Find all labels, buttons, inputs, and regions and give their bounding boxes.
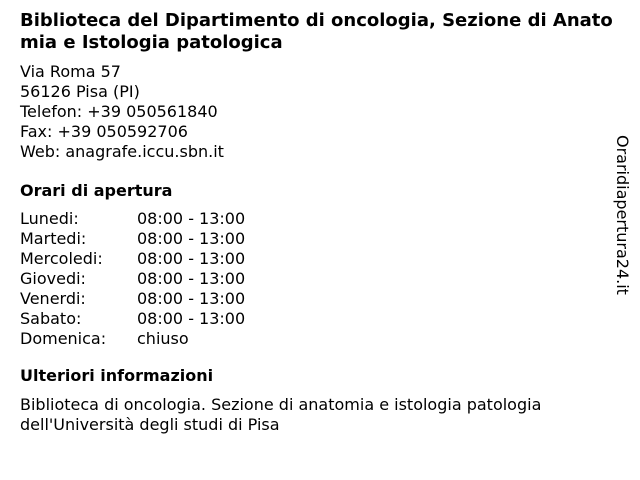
time-value: 08:00 - 13:00 bbox=[137, 209, 246, 228]
hours-row-thursday bbox=[20, 269, 620, 289]
time-value: 08:00 - 13:00 bbox=[137, 289, 246, 308]
address-block bbox=[20, 62, 620, 162]
time-value: 08:00 - 13:00 bbox=[137, 309, 246, 328]
brand-watermark: Oraridiapertura24.it bbox=[613, 135, 632, 295]
page-title: Biblioteca del Dipartimento di oncologia, Sezione di Anatomia e Istologia patologica bbox=[20, 10, 613, 53]
hours-row-tuesday bbox=[20, 229, 620, 249]
day-label: Martedi: bbox=[20, 229, 87, 248]
time-value: 08:00 - 13:00 bbox=[137, 229, 246, 248]
time-value: 08:00 - 13:00 bbox=[137, 249, 246, 268]
street-address: Via Roma 57 bbox=[20, 62, 121, 81]
hours-row-wednesday bbox=[20, 249, 620, 269]
day-label: Sabato: bbox=[20, 309, 82, 328]
library-card bbox=[20, 10, 620, 435]
time-value: 08:00 - 13:00 bbox=[137, 269, 246, 288]
website: Web: anagrafe.iccu.sbn.it bbox=[20, 142, 224, 161]
hours-row-friday bbox=[20, 289, 620, 309]
hours-row-monday bbox=[20, 209, 620, 229]
hours-row-sunday bbox=[20, 329, 620, 349]
info-text: Biblioteca di oncologia. Sezione di anatomia e istologia patologia dell'Università degli studi di Pisa bbox=[20, 395, 542, 434]
time-value: chiuso bbox=[137, 329, 189, 348]
hours-table bbox=[20, 209, 620, 349]
hours-row-saturday bbox=[20, 309, 620, 329]
phone-number: Telefon: +39 050561840 bbox=[20, 102, 218, 121]
day-label: Giovedi: bbox=[20, 269, 86, 288]
day-label: Venerdi: bbox=[20, 289, 86, 308]
fax-number: Fax: +39 050592706 bbox=[20, 122, 188, 141]
hours-heading: Orari di apertura bbox=[20, 181, 173, 200]
day-label: Domenica: bbox=[20, 329, 107, 348]
day-label: Lunedi: bbox=[20, 209, 79, 228]
day-label: Mercoledi: bbox=[20, 249, 103, 268]
info-heading: Ulteriori informazioni bbox=[20, 366, 214, 385]
city-address: 56126 Pisa (PI) bbox=[20, 82, 140, 101]
